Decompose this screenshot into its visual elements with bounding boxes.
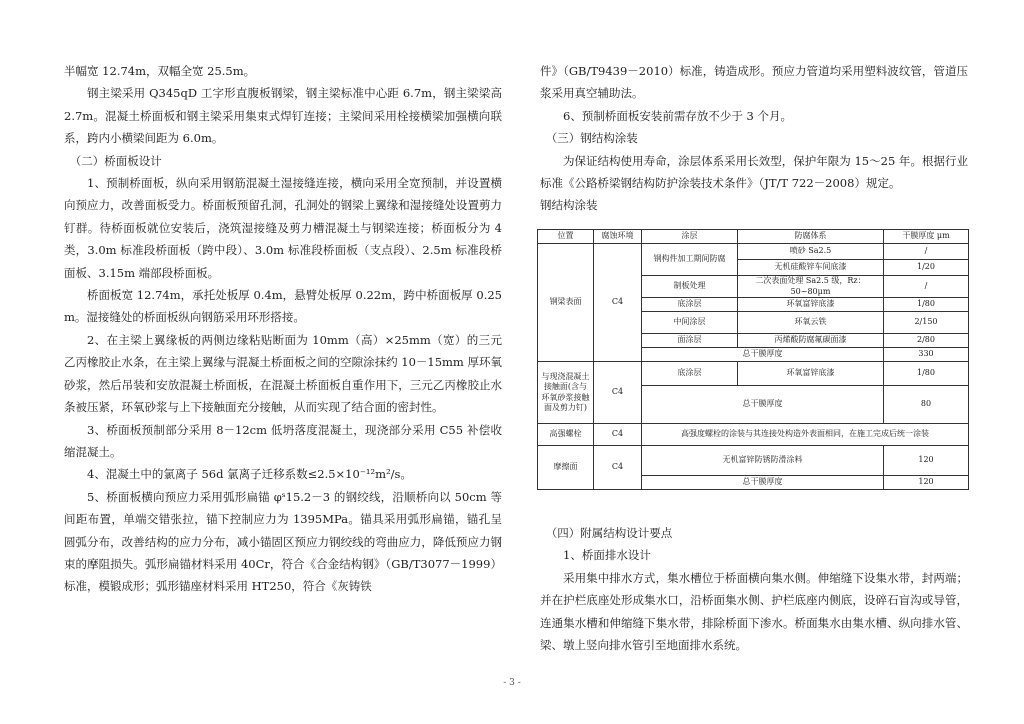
- paragraph: 钢主梁采用 Q345qD 工字形直腹板钢梁，钢主梁标准中心距 6.7m，钢主梁梁高 2.7m。混凝土桥面板和钢主梁采用集束式焊钉连接；主梁间采用栓接横梁加强横向联系，跨内小横梁间距为 6.0m。: [64, 86, 502, 146]
- table-cell: 环氧富锌底漆: [738, 298, 884, 312]
- table-cell: 喷砂 Sa2.5: [738, 244, 884, 260]
- table-cell: 制板处理: [642, 276, 738, 298]
- paragraph: 5、桥面板横向预应力采用弧形扁锚 φˢ15.2－3 的钢绞线，沿顺桥向以 50cm 等间距布置，单端交错张拉，锚下控制应力为 1395MPa。锚具采用弧形扁锚，锚孔呈圆弧分布，改善结构的应力分布，减小锚固区预应力钢绞线的弯曲应力，降低预应力钢束的摩阻损失。弧形扁锚材料采用 40Cr，符合《合金结构钢》（GB/T3077－1999）标准，模锻成形；弧形锚座材料采用 HT250，符合《灰铸铁: [64, 489, 502, 594]
- table-cell: 1/80: [884, 298, 969, 312]
- coating-table: [537, 229, 969, 490]
- paragraph: 半幅宽 12.74m，双幅全宽 25.5m。: [64, 64, 256, 78]
- left-column: [64, 60, 502, 598]
- table-cell: 高强螺栓: [538, 424, 594, 446]
- table-cell: 330: [884, 348, 969, 362]
- subsection-heading: 1、桥面排水设计: [563, 548, 651, 563]
- table-cell: 环氧富锌底漆: [738, 362, 884, 386]
- paragraph: 2、在主梁上翼缘板的两侧边缘粘贴断面为 10mm（高）×25mm（宽）的三元乙丙橡胶止水条，在主梁上翼缘与混凝土桥面板之间的空隙涂抹约 10－15mm 厚环氧砂浆，然后吊装和安放混凝土桥面板，在混凝土桥面板自重作用下，三元乙丙橡胶止水条被压紧，环氧砂浆与上下接触面充分接触，从而实现了结合面的密封性。: [64, 332, 502, 415]
- table-cell: 总干膜厚度: [642, 386, 884, 424]
- table-cell: 二次表面处理 Sa2.5 级，Rz：50~80μm: [738, 276, 884, 298]
- table-cell: C4: [594, 424, 642, 446]
- table-cell: C4: [594, 244, 642, 362]
- table-cell: 总干膜厚度: [642, 476, 884, 490]
- paragraph: 件》（GB/T9439－2010）标准，铸造成形。预应力管道均采用塑料波纹管，管道压浆采用真空辅助法。: [540, 64, 968, 101]
- paragraph: 桥面板宽 12.74m，承托处板厚 0.4m，悬臂处板厚 0.22m，跨中桥面板厚 0.25m。湿接缝处的桥面板纵向钢筋采用环形搭接。: [64, 288, 502, 325]
- table-cell: 与现浇混凝土接触面(含与环氧砂浆接触面及剪力钉): [538, 362, 594, 424]
- table-row: [538, 424, 969, 446]
- table-cell: 1/20: [884, 260, 969, 276]
- table-cell: 高强度螺栓的涂装与其连接处构造外表面相同，在施工完成后统一涂装: [642, 424, 969, 446]
- table-cell: 面涂层: [642, 334, 738, 348]
- table-cell: 120: [884, 446, 969, 476]
- paragraph: 3、桥面板预制部分采用 8－12cm 低坍落度混凝土，现浇部分采用 C55 补偿收缩混凝土。: [64, 422, 502, 459]
- table-cell: 无机富锌防锈防滑涂料: [642, 446, 884, 476]
- table-cell: 底涂层: [642, 298, 738, 312]
- table-header-cell: 腐蚀环境: [594, 230, 642, 244]
- section-heading: （二）桥面板设计: [69, 153, 162, 168]
- paragraph: 为保证结构使用寿命，涂层体系采用长效型，保护年限为 15～25 年。根据行业标准《公路桥梁钢结构防护涂装技术条件》（JT/T 722－2008）规定。: [540, 153, 968, 191]
- table-cell: 120: [884, 476, 969, 490]
- table-row: [538, 362, 969, 386]
- table-cell: 钢构件加工期间防腐: [642, 244, 738, 276]
- table-header-cell: 位置: [538, 230, 594, 244]
- table-cell: 2/80: [884, 334, 969, 348]
- table-cell: 无机硅酸锌车间底漆: [738, 260, 884, 276]
- table-header-cell: 干膜厚度 μm: [884, 230, 969, 244]
- table-header-row: [538, 230, 969, 244]
- table-cell: 中间涂层: [642, 312, 738, 334]
- table-cell: 2/150: [884, 312, 969, 334]
- table-cell: 钢梁表面: [538, 244, 594, 362]
- table-header-cell: 涂层: [642, 230, 738, 244]
- table-cell: 丙烯酸防腐氟碳面漆: [738, 334, 884, 348]
- section-heading: （三）钢结构涂装: [545, 131, 638, 146]
- table-cell: /: [884, 244, 969, 260]
- table-cell: 摩擦面: [538, 446, 594, 490]
- right-column-lower: [540, 522, 968, 656]
- table-row: [538, 244, 969, 260]
- table-cell: /: [884, 276, 969, 298]
- table-cell: 总干膜厚度: [642, 348, 884, 362]
- paragraph: 1、预制桥面板，纵向采用钢筋混凝土湿接缝连接，横向采用全宽预制，并设置横向预应力，改善面板受力。桥面板预留孔洞，孔洞处的钢梁上翼缘和湿接缝处设置剪力钉群。待桥面板就位安装后，浇筑湿接缝及剪力槽混凝土与钢梁连接；桥面板分为 4 类，3.0m 标准段桥面板（跨中段）、3.0m 标准段桥面板（支点段）、2.5m 标准段桥面板、3.15m 端部段桥面板。: [64, 176, 502, 280]
- table-cell: 80: [884, 386, 969, 424]
- right-column: [540, 60, 968, 217]
- section-heading: （四）附属结构设计要点: [545, 526, 673, 540]
- table-header-cell: 防腐体系: [738, 230, 884, 244]
- table-row: [538, 446, 969, 476]
- page-number: - 3 -: [503, 678, 521, 688]
- table-cell: 环氧云铁: [738, 312, 884, 334]
- table-cell: C4: [594, 446, 642, 490]
- table-cell: 1/80: [884, 362, 969, 386]
- table-cell: C4: [594, 362, 642, 424]
- table-cell: 底涂层: [642, 362, 738, 386]
- paragraph: 采用集中排水方式，集水槽位于桥面横向集水侧。伸缩缝下设集水带，封两端；并在护栏底座处形成集水口，沿桥面集水侧、护栏底座内侧底，设碎石盲沟或导管，连通集水槽和伸缩缝下集水带，排除桥面下渗水。桥面集水由集水槽、纵向排水管、梁、墩上竖向排水管引至地面排水系统。: [540, 570, 968, 653]
- paragraph: 6、预制桥面板安装前需存放不少于 3 个月。: [563, 108, 792, 123]
- table-title: 钢结构涂装: [540, 198, 598, 213]
- paragraph: 4、混凝土中的氯离子 56d 氯离子迁移系数≤2.5×10⁻¹²m²/s。: [87, 467, 412, 482]
